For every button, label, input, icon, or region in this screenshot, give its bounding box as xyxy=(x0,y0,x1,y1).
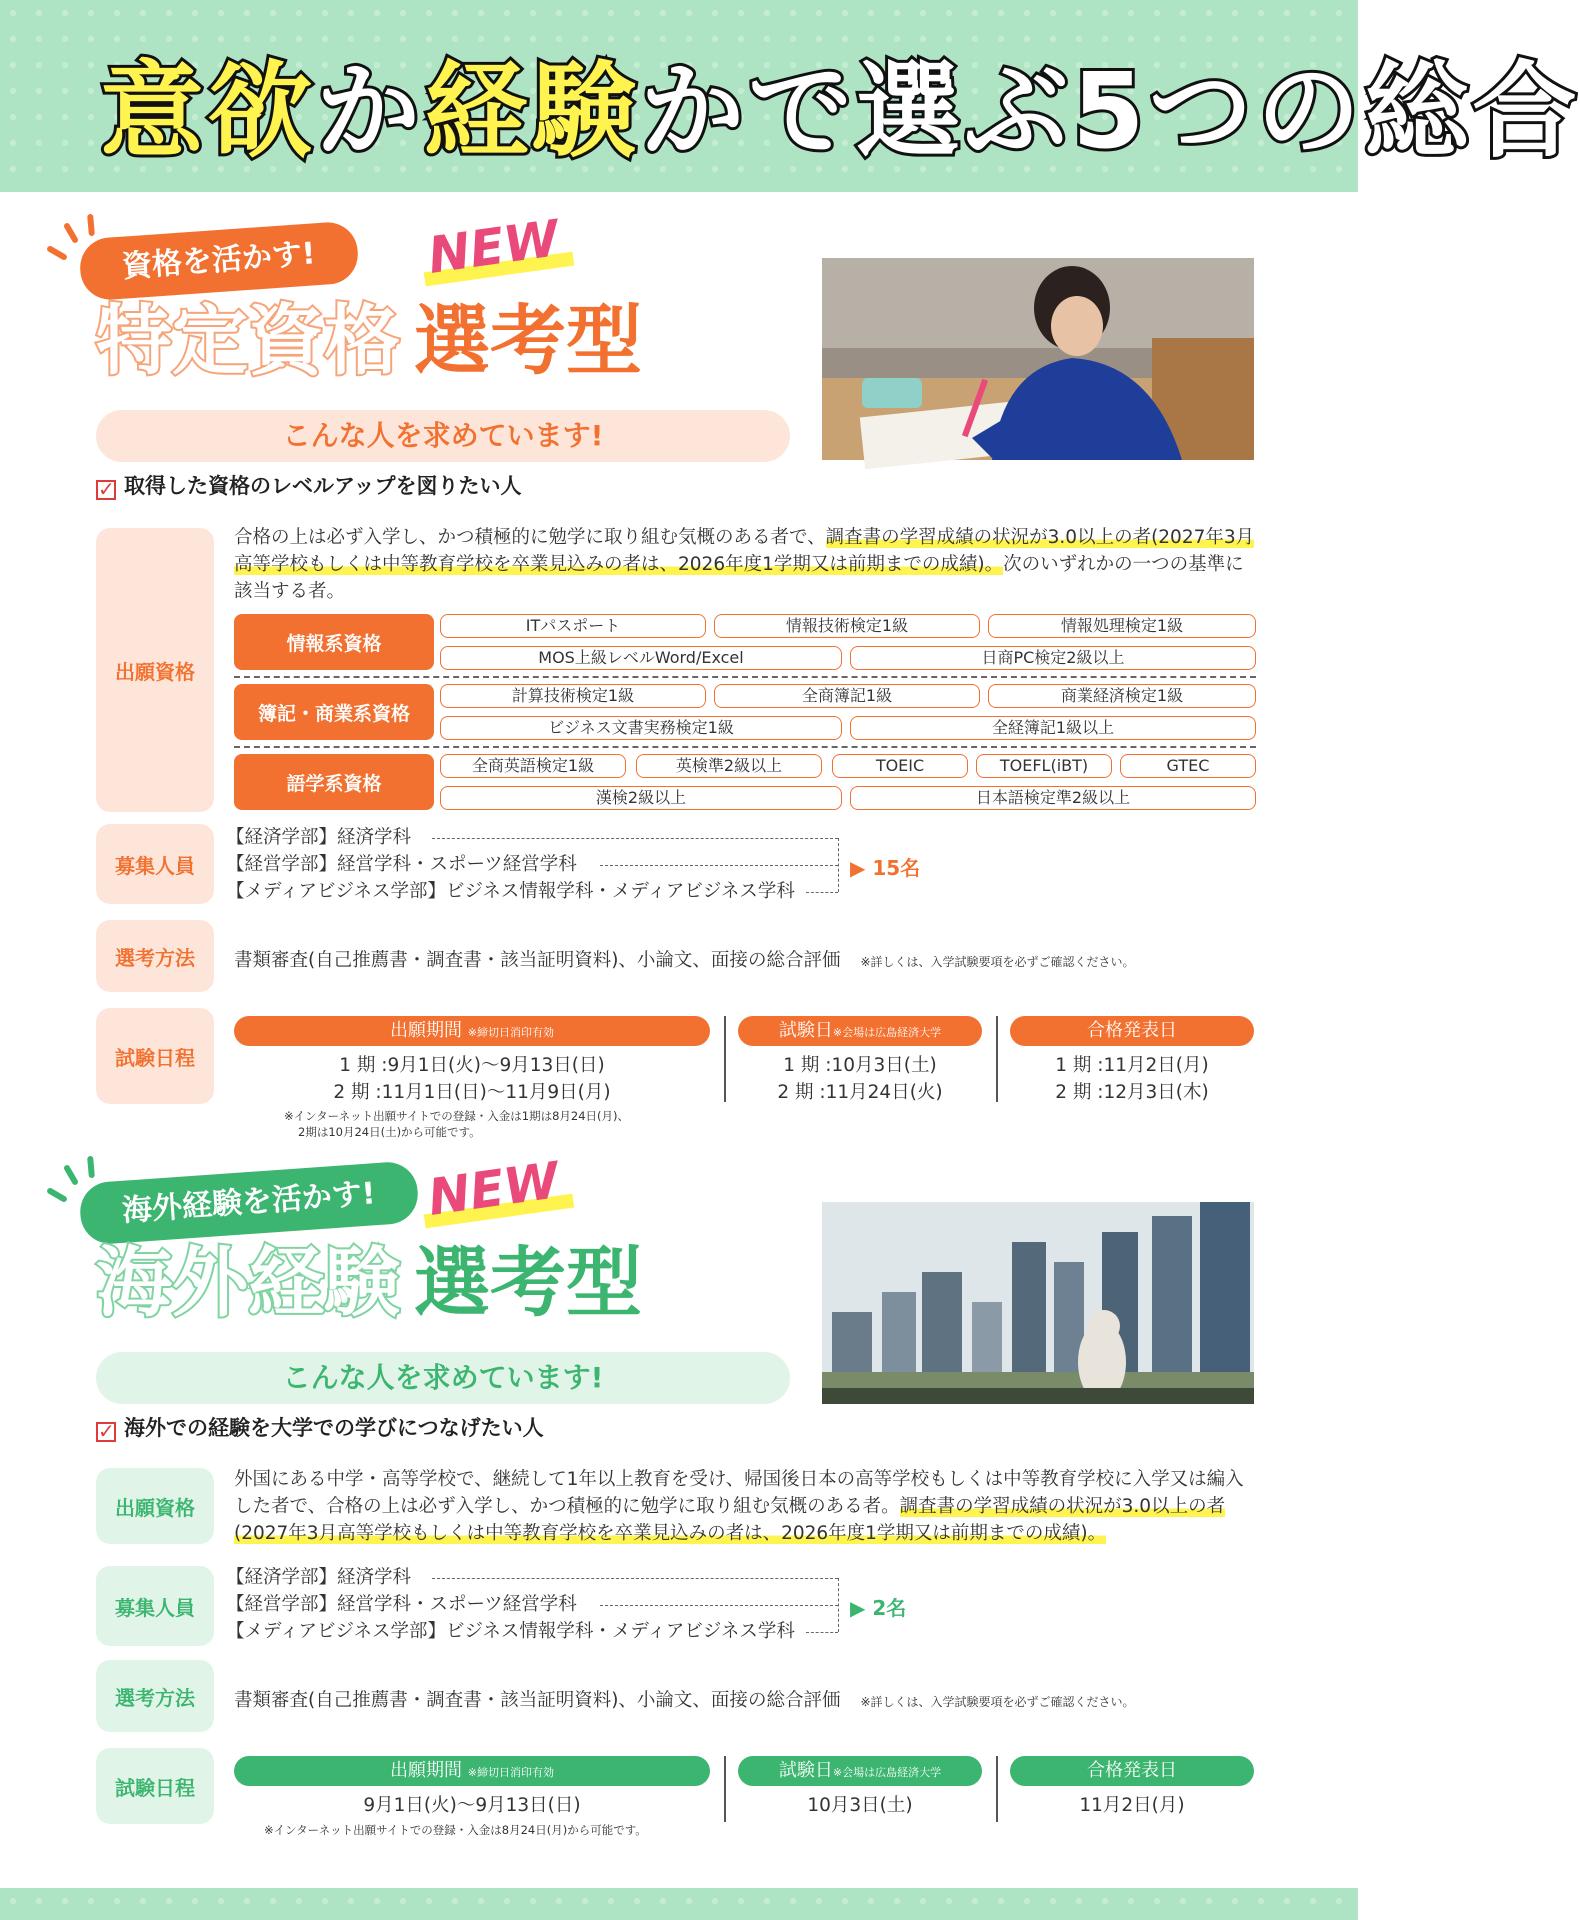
qual-pill: MOS上級レベルWord/Excel xyxy=(440,646,842,670)
leader-line xyxy=(432,1578,838,1579)
exam-header: 試験日※会場は広島経済大学 xyxy=(738,1756,982,1786)
qual-pill: 情報処理検定1級 xyxy=(988,614,1256,638)
period-footnote: 2期は10月24日(土)から可能です。 xyxy=(298,1125,481,1139)
department-line: 【経営学部】経営学科・スポーツ経営学科 xyxy=(226,1594,577,1615)
leader-line xyxy=(600,1605,838,1606)
result-header: 合格発表日 xyxy=(1010,1016,1254,1046)
qual-pill: 漢検2級以上 xyxy=(440,786,842,810)
qual-pill: ビジネス文書実務検定1級 xyxy=(440,716,842,740)
section-title: 特定資格 選考型 xyxy=(96,296,642,385)
wanted-banner: こんな人を求めています! xyxy=(96,410,790,462)
qualification-text: 合格の上は必ず入学し、かつ積極的に勉学に取り組む気概のある者で、調査書の学習成績の状況が3.0以上の者(2027年3月高等学校もしくは中等教育学校を卒業見込みの者は、2026年度1学期又は前期までの成績)。次のいずれかの一つの基準に該当する者。 xyxy=(234,527,1255,602)
side-label-recruit: 募集人員 xyxy=(96,824,214,904)
cityscape-photo xyxy=(822,1202,1254,1404)
section-overseas xyxy=(0,1142,1358,1882)
new-badge: NEW xyxy=(424,209,563,285)
qualification-text: 外国にある中学・高等学校で、継続して1年以上教育を受け、帰国後日本の高等学校もしくは中等教育学校に入学又は編入した者で、合格の上は必ず入学し、かつ積極的に勉学に取り組む気概のある者。調査書の学習成績の状況が3.0以上の者(2027年3月高等学校もしくは中等教育学校を卒業見込みの者は、2026年度1学期又は前期までの成績)。 xyxy=(234,1469,1244,1544)
new-badge: NEW xyxy=(424,1151,563,1227)
side-label-schedule: 試験日程 xyxy=(96,1008,214,1104)
side-label-recruit: 募集人員 xyxy=(96,1566,214,1646)
qual-category: 語学系資格 xyxy=(234,754,434,810)
leader-line xyxy=(838,838,839,892)
qual-pill: 全商英語検定1級 xyxy=(440,754,626,778)
checkmark-icon: ✓ xyxy=(98,477,115,501)
qual-pill: 情報技術検定1級 xyxy=(714,614,980,638)
qual-pill: 日商PC検定2級以上 xyxy=(850,646,1256,670)
department-line: 【経済学部】経済学科 xyxy=(226,1567,412,1588)
qual-category: 情報系資格 xyxy=(234,614,434,670)
period-footnote: ※インターネット出願サイトでの登録・入金は1期は8月24日(月)、 xyxy=(284,1109,630,1123)
divider xyxy=(234,676,1256,678)
divider xyxy=(234,746,1256,748)
period-value: 1 期 :9月1日(火)〜9月13日(日) xyxy=(339,1055,605,1076)
leader-line xyxy=(600,865,838,866)
period-header: 出願期間 ※締切日消印有効 xyxy=(234,1756,710,1786)
department-line: 【メディアビジネス学部】ビジネス情報学科・メディアビジネス学科 xyxy=(226,1621,795,1642)
divider xyxy=(724,1756,726,1822)
wanted-banner: こんな人を求めています! xyxy=(96,1352,790,1404)
section-tag: 資格を活かす! xyxy=(78,220,359,301)
qual-pill: GTEC xyxy=(1120,754,1256,778)
qual-pill: 商業経済検定1級 xyxy=(988,684,1256,708)
target-checkbox: ✓ 海外での経験を大学での学びにつなげたい人 xyxy=(98,1416,544,1443)
spark-icon xyxy=(63,222,79,244)
exam-header: 試験日※会場は広島経済大学 xyxy=(738,1016,982,1046)
qual-pill: 全商簿記1級 xyxy=(714,684,980,708)
result-value: 1 期 :11月2日(月) xyxy=(1055,1055,1209,1076)
qual-pill: TOEFL(iBT) xyxy=(976,754,1112,778)
period-value: 2 期 :11月1日(日)〜11月9日(月) xyxy=(333,1082,611,1103)
spark-icon xyxy=(87,1156,95,1178)
spark-icon xyxy=(87,214,95,236)
divider xyxy=(996,1756,998,1822)
header-banner xyxy=(0,0,1580,192)
department-line: 【メディアビジネス学部】ビジネス情報学科・メディアビジネス学科 xyxy=(226,881,795,902)
result-header: 合格発表日 xyxy=(1010,1756,1254,1786)
target-checkbox: ✓ 取得した資格のレベルアップを図りたい人 xyxy=(98,474,522,501)
result-value: 2 期 :12月3日(木) xyxy=(1055,1082,1209,1103)
main-title: 意欲か経験かで選ぶ5つの総合 xyxy=(100,50,1580,172)
spark-icon xyxy=(46,245,68,261)
spark-icon xyxy=(63,1164,79,1186)
leader-line xyxy=(432,838,838,839)
period-header: 出願期間 ※締切日消印有効 xyxy=(234,1016,710,1046)
side-label-qualification: 出願資格 xyxy=(96,528,214,812)
recruit-count: ▶ 15名 xyxy=(850,856,921,880)
qual-pill: TOEIC xyxy=(832,754,968,778)
side-label-schedule: 試験日程 xyxy=(96,1748,214,1824)
department-line: 【経営学部】経営学科・スポーツ経営学科 xyxy=(226,854,577,875)
section-tag: 海外経験を活かす! xyxy=(78,1160,419,1245)
period-footnote: ※インターネット出願サイトでの登録・入金は8月24日(月)から可能です。 xyxy=(264,1823,647,1837)
section-title: 海外経験 選考型 xyxy=(96,1238,642,1327)
side-label-method: 選考方法 xyxy=(96,920,214,992)
spark-icon xyxy=(46,1187,68,1203)
exam-value: 2 期 :11月24日(火) xyxy=(777,1082,943,1103)
leader-line xyxy=(806,1632,838,1633)
qual-pill: ITパスポート xyxy=(440,614,706,638)
department-line: 【経済学部】経済学科 xyxy=(226,827,412,848)
recruit-count: ▶ 2名 xyxy=(850,1596,907,1620)
qual-pill: 全経簿記1級以上 xyxy=(850,716,1256,740)
method-text: 書類審査(自己推薦書・調査書・該当証明資料)、小論文、面接の総合評価 ※詳しくは、入学試験要項を必ずご確認ください。 xyxy=(234,950,1135,971)
side-label-method: 選考方法 xyxy=(96,1660,214,1732)
student-photo xyxy=(822,258,1254,460)
qual-pill: 計算技術検定1級 xyxy=(440,684,706,708)
divider xyxy=(996,1016,998,1102)
section-qualification xyxy=(0,200,1358,1150)
footer-band xyxy=(0,1888,1358,1920)
leader-line xyxy=(838,1578,839,1632)
exam-value: 1 期 :10月3日(土) xyxy=(783,1055,937,1076)
period-value: 9月1日(火)〜9月13日(日) xyxy=(363,1795,581,1816)
method-text: 書類審査(自己推薦書・調査書・該当証明資料)、小論文、面接の総合評価 ※詳しくは、入学試験要項を必ずご確認ください。 xyxy=(234,1690,1135,1711)
exam-value: 10月3日(土) xyxy=(807,1795,913,1816)
qual-pill: 英検準2級以上 xyxy=(636,754,822,778)
side-label-qualification: 出願資格 xyxy=(96,1468,214,1544)
leader-line xyxy=(806,892,838,893)
divider xyxy=(724,1016,726,1102)
checkmark-icon: ✓ xyxy=(98,1419,115,1443)
qual-pill: 日本語検定準2級以上 xyxy=(850,786,1256,810)
result-value: 11月2日(月) xyxy=(1079,1795,1185,1816)
qual-category: 簿記・商業系資格 xyxy=(234,684,434,740)
